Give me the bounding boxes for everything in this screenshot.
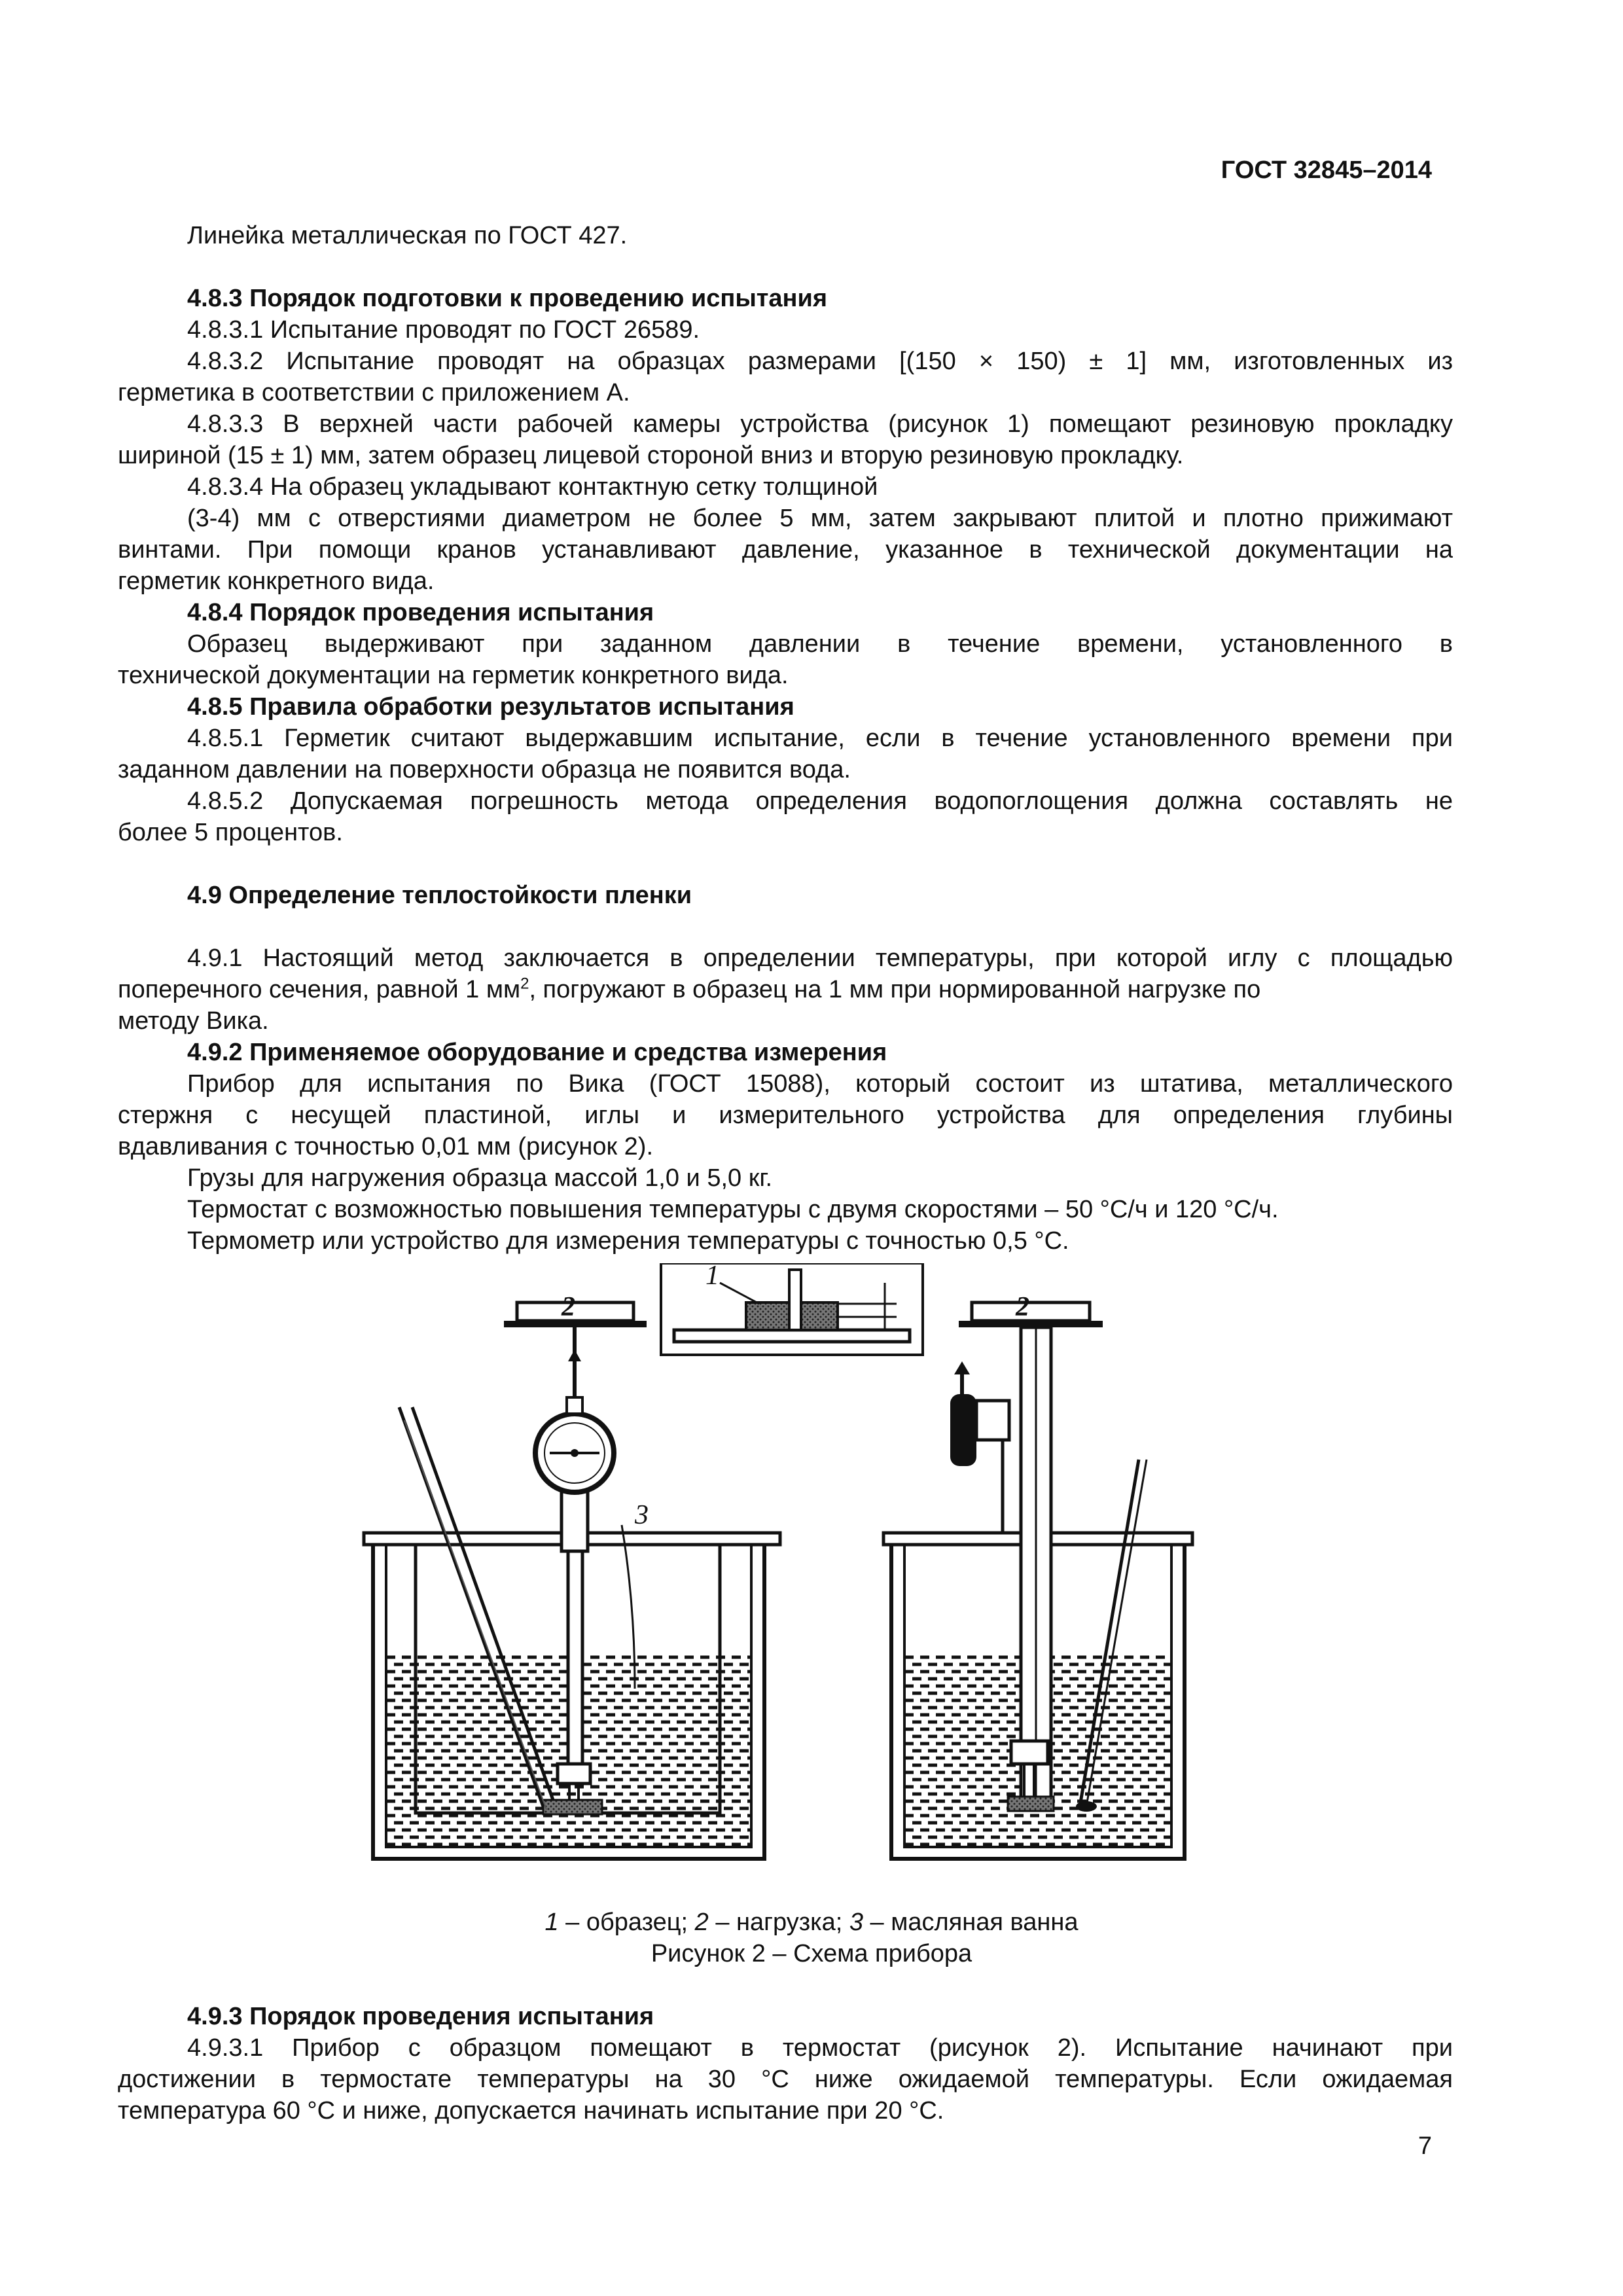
paragraph-line: Образец выдерживают при заданном давлении в течение времени, установленного в: [187, 630, 1453, 658]
paragraph-line: достижении в термостате температуры на 30 °С ниже ожидаемой температуры. Если ожидаемая: [118, 2066, 1453, 2093]
paragraph-line: герметик конкретного вида.: [118, 567, 435, 595]
paragraph-line: Термостат с возможностью повышения температуры с двумя скоростями – 50 °С/ч и 120 °С/ч.: [187, 1196, 1279, 1223]
paragraph-line: 4.8.3.1 Испытание проводят по ГОСТ 26589.: [187, 316, 700, 344]
label-1: 1: [705, 1263, 719, 1291]
paragraph-line: (3-4) мм с отверстиями диаметром не более 5 мм, затем закрывают плитой и плотно прижимают: [187, 505, 1453, 532]
paragraph-line: 4.9.1 Настоящий метод заключается в определении температуры, при которой иглу с площадью: [187, 944, 1453, 972]
paragraph-line: 4.9.3.1 Прибор с образцом помещают в термостат (рисунок 2). Испытание начинают при: [187, 2034, 1453, 2062]
needle-detail-inset: [661, 1263, 923, 1355]
rod: [568, 1551, 582, 1764]
paragraph-line: Прибор для испытания по Вика (ГОСТ 15088), который состоит из штатива, металлического: [187, 1070, 1453, 1098]
section-heading: 4.9.2 Применяемое оборудование и средства измерения: [187, 1039, 887, 1066]
paragraph-line: винтами. При помощи кранов устанавливают давление, указанное в технической документации на: [118, 536, 1453, 564]
paragraph-line: методу Вика.: [118, 1007, 269, 1035]
paragraph-line: [118, 974, 1453, 1005]
figure-legend: [0, 1907, 1623, 1938]
paragraph-line: более 5 процентов.: [118, 819, 343, 846]
paragraph-line: 4.8.3.2 Испытание проводят на образцах размерами [(150 × 150) ± 1] мм, изготовленных из: [187, 348, 1453, 375]
section-heading: 4.9 Определение теплостойкости пленки: [187, 882, 692, 909]
legend-number: 2: [694, 1909, 709, 1936]
superscript: 2: [520, 975, 529, 993]
paragraph-line: температура 60 °С и ниже, допускается начинать испытание при 20 °С.: [118, 2097, 944, 2125]
paragraph-line: стержня с несущей пластиной, иглы и измерительного устройства для определения глубины: [118, 1102, 1453, 1129]
vicat-apparatus-figure: [353, 1263, 1270, 1892]
section-heading: 4.8.3 Порядок подготовки к проведению испытания: [187, 285, 828, 312]
paragraph-line: Линейка металлическая по ГОСТ 427.: [187, 222, 628, 249]
section-heading: 4.8.4 Порядок проведения испытания: [187, 599, 654, 626]
section-heading: 4.9.3 Порядок проведения испытания: [187, 2003, 654, 2030]
text-fragment: поперечного сечения, равной 1 мм: [118, 976, 521, 1003]
legend-number: 1: [544, 1909, 559, 1936]
label-2-left: 2: [562, 1292, 575, 1322]
standard-header: ГОСТ 32845–2014: [1221, 156, 1432, 184]
paragraph-line: Грузы для нагружения образца массой 1,0 и 5,0 кг.: [187, 1164, 773, 1192]
paragraph-line: шириной (15 ± 1) мм, затем образец лицевой стороной вниз и вторую резиновую прокладку.: [118, 442, 1184, 469]
legend-number: 3: [849, 1909, 863, 1936]
specimen: [543, 1800, 602, 1814]
page-number: 7: [1418, 2132, 1432, 2160]
paragraph-line: 4.8.5.1 Герметик считают выдержавшим испытание, если в течение установленного времени при: [187, 725, 1453, 752]
paragraph-line: герметика в соответствии с приложением А.: [118, 379, 630, 406]
legend-text: – образец;: [558, 1909, 695, 1936]
paragraph-line: 4.8.5.2 Допускаемая погрешность метода определения водопоглощения должна составлять не: [187, 787, 1453, 815]
paragraph-line: 4.8.3.4 На образец укладывают контактную сетку толщиной: [187, 473, 878, 501]
section-heading: 4.8.5 Правила обработки результатов испытания: [187, 693, 794, 721]
paragraph-line: заданном давлении на поверхности образца не появится вода.: [118, 756, 851, 783]
paragraph-line: Термометр или устройство для измерения температуры с точностью 0,5 °С.: [187, 1227, 1069, 1255]
load-weight: [517, 1302, 633, 1321]
paragraph-line: 4.8.3.3 В верхней части рабочей камеры устройства (рисунок 1) помещают резиновую прокладку: [187, 410, 1453, 438]
paragraph-line: технической документации на герметик конкретного вида.: [118, 662, 789, 689]
text-fragment: , погружают в образец на 1 мм при нормированной нагрузке по: [529, 976, 1261, 1003]
left-apparatus: [364, 1292, 780, 1859]
right-apparatus: [883, 1292, 1192, 1859]
figure-caption: Рисунок 2 – Схема прибора: [651, 1940, 972, 1967]
paragraph-line: вдавливания с точностью 0,01 мм (рисунок 2).: [118, 1133, 654, 1160]
legend-text: – масляная ванна: [863, 1909, 1079, 1936]
legend-text: – нагрузка;: [708, 1909, 849, 1936]
label-3: 3: [635, 1500, 649, 1530]
label-2-right: 2: [1016, 1292, 1029, 1322]
